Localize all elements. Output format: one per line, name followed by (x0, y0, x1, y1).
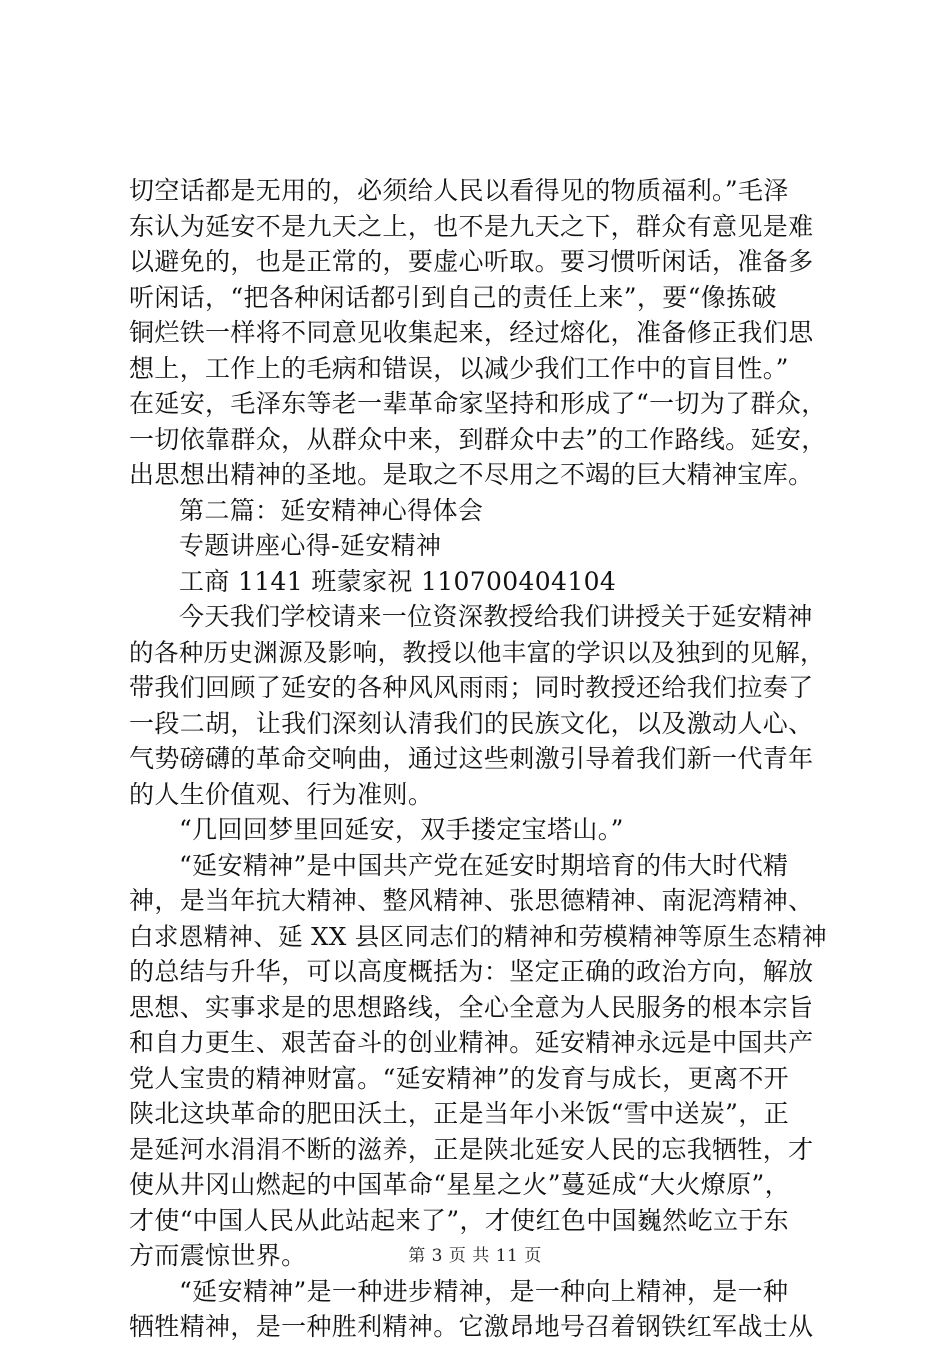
text-line: 想上，工作上的毛病和错误，以减少我们工作中的盲目性。” (129, 353, 789, 383)
text-line: 思想、实事求是的思想路线，全心全意为人民服务的根本宗旨 (129, 992, 814, 1022)
text-line: 专题讲座心得-延安精神 (179, 531, 442, 560)
text-line: 在延安，毛泽东等老一辈革命家坚持和形成了“一切为了群众， (129, 389, 827, 418)
text-line: 的人生价值观、行为准则。 (129, 779, 434, 809)
text-line: “延安精神”是中国共产党在延安时期培育的伟大时代精 (179, 850, 789, 880)
text-line: 铜烂铁一样将不同意见收集起来，经过熔化，准备修正我们思 (129, 318, 814, 347)
text-line: 第二篇：延安精神心得体会 (179, 495, 484, 525)
text-line: 是延河水涓涓不断的滋养，正是陕北延安人民的忘我牺牲，才 (129, 1134, 814, 1164)
text-line: 切空话都是无用的，必须给人民以看得见的物质福利。”毛泽 (129, 176, 789, 205)
text-line: 东认为延安不是九天之上，也不是九天之下，群众有意见是难 (129, 211, 814, 241)
text-line: 陕北这块革命的肥田沃土，正是当年小米饭“雪中送炭”，正 (129, 1099, 790, 1128)
text-line: 白求恩精神、延 XX 县区同志们的精神和劳模精神等原生态精神 (129, 921, 827, 951)
text-line: 牺牲精神，是一种胜利精神。它激昂地号召着钢铁红军战士从 (129, 1312, 814, 1341)
text-line: 一段二胡，让我们深刻认清我们的民族文化，以及激动人心、 (129, 708, 814, 738)
text-line: 出思想出精神的圣地。是取之不尽用之不竭的巨大精神宝库。 (129, 460, 814, 489)
text-line: “几回回梦里回延安，双手搂定宝塔山。” (179, 815, 624, 844)
text-line: 听闲话，“把各种闲话都引到自己的责任上来”，要“像拣破 (129, 282, 777, 312)
text-line: 工商 1141 班蒙家祝 110700404104 (179, 566, 617, 596)
body-text (129, 173, 829, 1345)
text-line: 今天我们学校请来一位资深教授给我们讲授关于延安精神 (179, 602, 813, 631)
text-line: 以避免的，也是正常的，要虚心听取。要习惯听闲话，准备多 (129, 247, 814, 276)
text-line: 的各种历史渊源及影响，教授以他丰富的学识以及独到的见解， (129, 637, 825, 667)
text-line: “延安精神”是一种进步精神，是一种向上精神，是一种 (179, 1276, 789, 1306)
text-line: 使从井冈山燃起的中国革命“星星之火”蔓延成“大火燎原”， (129, 1170, 790, 1199)
text-line: 党人宝贵的精神财富。“延安精神”的发育与成长，更离不开 (129, 1063, 790, 1093)
text-line: 气势磅礴的革命交响曲，通过这些刺激引导着我们新一代青年 (129, 744, 814, 773)
text-line: 一切依靠群众，从群众中来，到群众中去”的工作路线。延安， (129, 424, 827, 454)
text-line: 的总结与升华，可以高度概括为：坚定正确的政治方向，解放 (129, 957, 814, 986)
text-line: 神，是当年抗大精神、整风精神、张思德精神、南泥湾精神、 (129, 886, 814, 915)
page-footer: 第 3 页 共 11 页 (408, 1246, 542, 1266)
text-line: 方而震惊世界。 (129, 1241, 307, 1270)
text-line: 才使“中国人民从此站起来了”，才使红色中国巍然屹立于东 (129, 1205, 790, 1235)
text-line: 带我们回顾了延安的各种风风雨雨；同时教授还给我们拉奏了 (129, 673, 814, 702)
text-line: 和自力更生、艰苦奋斗的创业精神。延安精神永远是中国共产 (129, 1028, 814, 1057)
